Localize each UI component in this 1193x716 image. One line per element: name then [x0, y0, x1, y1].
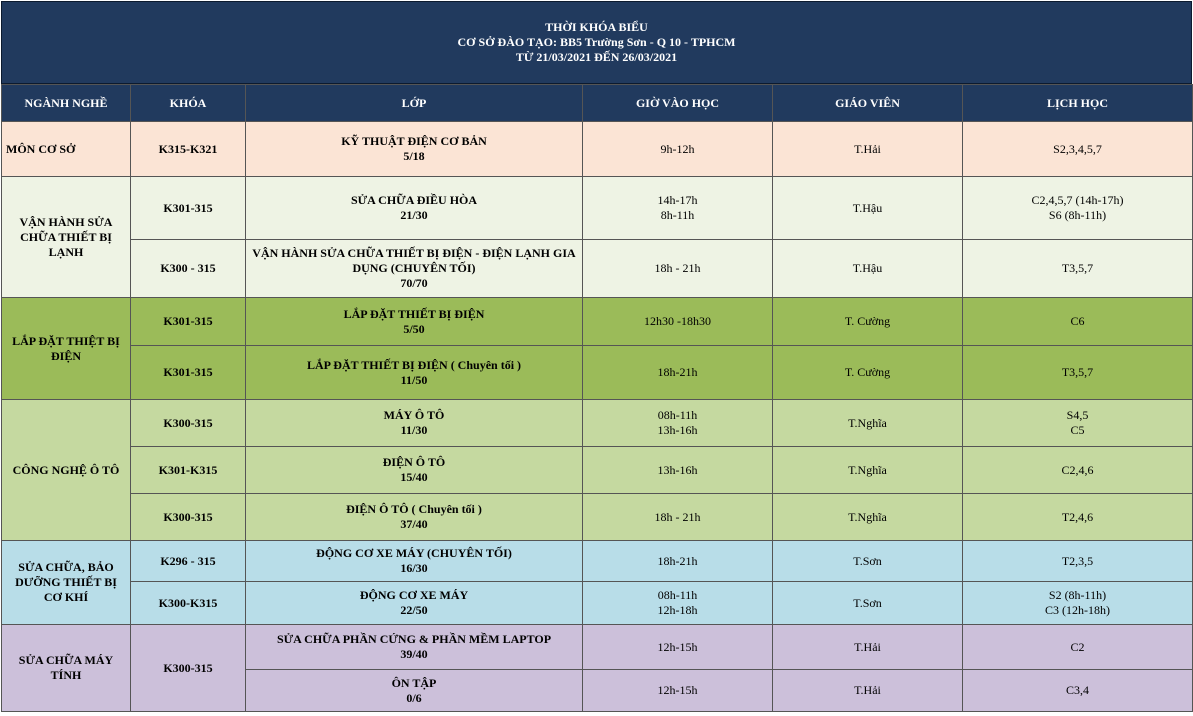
class-cell	[246, 670, 583, 712]
class-name: SỬA CHỮA ĐIỀU HÒA	[350, 193, 478, 207]
class-count: 0/6	[406, 690, 422, 705]
class-cell	[246, 240, 583, 298]
teacher-cell: T.Hậu	[773, 177, 963, 240]
class-cell	[246, 541, 583, 582]
class-name: LẮP ĐẶT THIẾT BỊ ĐIỆN	[343, 306, 485, 321]
title-campus: CƠ SỞ ĐÀO TẠO: BB5 Trường Sơn - Q 10 - TPHCM	[457, 35, 736, 49]
course-cell: K301-K315	[131, 447, 246, 494]
time-cell	[583, 177, 773, 240]
teacher-cell: T.Sơn	[773, 582, 963, 625]
course-cell: K301-315	[131, 346, 246, 400]
class-name: LẮP ĐẶT THIẾT BỊ ĐIỆN ( Chuyên tối )	[306, 357, 522, 372]
header-course: KHÓA	[131, 85, 246, 122]
schedule-line: S4,5	[1066, 408, 1089, 422]
schedule-line: S6 (8h-11h)	[1048, 208, 1107, 222]
class-count: 21/30	[400, 208, 428, 222]
class-name: ĐIỆN Ô TÔ ( Chuyên tối )	[346, 502, 482, 516]
schedule-cell: C2	[963, 625, 1193, 670]
schedule-cell	[963, 177, 1193, 240]
schedule-cell: T2,3,5	[963, 541, 1193, 582]
time-cell: 9h-12h	[583, 122, 773, 177]
time-line: 13h-16h	[657, 423, 698, 437]
class-cell	[246, 122, 583, 177]
class-count: 11/50	[400, 372, 428, 387]
course-cell: K300-315	[131, 625, 246, 712]
table-row	[2, 346, 1193, 400]
time-line: 12h-18h	[657, 603, 698, 617]
teacher-cell: T. Cường	[773, 346, 963, 400]
class-cell	[246, 346, 583, 400]
time-cell: 12h30 -18h30	[583, 298, 773, 346]
schedule-cell	[963, 400, 1193, 447]
course-cell: K300 - 315	[131, 240, 246, 298]
class-count: 22/50	[400, 603, 428, 617]
table-row	[2, 582, 1193, 625]
table-row	[2, 625, 1193, 670]
time-line: 14h-17h	[657, 193, 698, 207]
class-name: SỬA CHỮA PHẦN CỨNG & PHẦN MỀM LAPTOP	[276, 632, 552, 646]
header-row	[2, 85, 1193, 122]
class-cell	[246, 298, 583, 346]
time-cell: 18h-21h	[583, 346, 773, 400]
header-schedule: LỊCH HỌC	[963, 85, 1193, 122]
time-line: 8h-11h	[660, 208, 695, 222]
time-cell	[583, 582, 773, 625]
schedule-cell	[963, 582, 1193, 625]
header-class: LỚP	[246, 85, 583, 122]
class-count: 11/30	[400, 423, 428, 437]
time-line: 08h-11h	[657, 408, 698, 422]
table-row	[2, 400, 1193, 447]
time-cell	[583, 400, 773, 447]
header-teacher: GIÁO VIÊN	[773, 85, 963, 122]
class-name: DỤNG (CHUYÊN TỐI)	[352, 261, 476, 275]
course-cell: K300-315	[131, 494, 246, 541]
class-name: KỸ THUẬT ĐIỆN CƠ BẢN	[341, 134, 487, 148]
course-cell: K301-315	[131, 298, 246, 346]
table-row	[2, 122, 1193, 177]
time-cell: 12h-15h	[583, 625, 773, 670]
schedule-cell: T3,5,7	[963, 240, 1193, 298]
major-cell: SỬA CHỮA, BẢO DƯỠNG THIẾT BỊ CƠ KHÍ	[2, 541, 131, 625]
schedule-cell: C3,4	[963, 670, 1193, 712]
schedule-cell: S2,3,4,5,7	[963, 122, 1193, 177]
course-cell: K301-315	[131, 177, 246, 240]
class-name: ĐIỆN Ô TÔ	[382, 455, 446, 469]
class-cell	[246, 582, 583, 625]
class-name: MÁY Ô TÔ	[383, 408, 445, 422]
course-cell: K300-K315	[131, 582, 246, 625]
course-cell: K296 - 315	[131, 541, 246, 582]
schedule-line: S2 (8h-11h)	[1048, 588, 1107, 602]
title-main: THỜI KHÓA BIỂU	[545, 20, 648, 34]
teacher-cell: T.Nghĩa	[773, 400, 963, 447]
schedule-cell: C6	[963, 298, 1193, 346]
schedule-cell: T2,4,6	[963, 494, 1193, 541]
time-cell: 12h-15h	[583, 670, 773, 712]
teacher-cell: T.Sơn	[773, 541, 963, 582]
header-time: GIỜ VÀO HỌC	[583, 85, 773, 122]
time-cell: 18h - 21h	[583, 494, 773, 541]
teacher-cell: T.Nghĩa	[773, 494, 963, 541]
class-cell	[246, 400, 583, 447]
class-count: 16/30	[400, 561, 428, 575]
major-cell: MÔN CƠ SỞ	[2, 122, 131, 177]
class-count: 5/18	[403, 149, 425, 163]
class-count: 70/70	[400, 276, 428, 290]
time-cell: 13h-16h	[583, 447, 773, 494]
teacher-cell: T.Hải	[773, 670, 963, 712]
title-date-range: TỪ 21/03/2021 ĐẾN 26/03/2021	[515, 50, 678, 64]
timetable	[1, 84, 1193, 712]
course-cell: K300-315	[131, 400, 246, 447]
schedule-cell: T3,5,7	[963, 346, 1193, 400]
class-cell	[246, 494, 583, 541]
class-count: 37/40	[400, 517, 428, 531]
class-name: ÔN TẬP	[391, 675, 437, 690]
teacher-cell: T.Hải	[773, 122, 963, 177]
table-row	[2, 541, 1193, 582]
table-row	[2, 240, 1193, 298]
time-line: 08h-11h	[657, 588, 698, 602]
major-cell: LẮP ĐẶT THIỆT BỊ ĐIỆN	[2, 298, 131, 400]
major-cell: SỬA CHỮA MÁY TÍNH	[2, 625, 131, 712]
table-row	[2, 447, 1193, 494]
class-count: 5/50	[403, 321, 425, 336]
header-major: NGÀNH NGHỀ	[2, 85, 131, 122]
class-cell	[246, 625, 583, 670]
class-name: VẬN HÀNH SỬA CHỮA THIẾT BỊ ĐIỆN - ĐIỆN LẠNH GIA	[252, 246, 576, 260]
table-row	[2, 494, 1193, 541]
teacher-cell: T.Hải	[773, 625, 963, 670]
table-row	[2, 177, 1193, 240]
course-cell: K315-K321	[131, 122, 246, 177]
major-cell: VẬN HÀNH SỬA CHỮA THIẾT BỊ LẠNH	[2, 177, 131, 298]
major-cell: CÔNG NGHỆ Ô TÔ	[2, 400, 131, 541]
time-cell: 18h-21h	[583, 541, 773, 582]
class-name: ĐỘNG CƠ XE MÁY (CHUYÊN TỐI)	[316, 546, 512, 560]
class-name: ĐỘNG CƠ XE MÁY	[359, 588, 469, 602]
class-cell	[246, 447, 583, 494]
title-block	[1, 1, 1192, 84]
time-cell: 18h - 21h	[583, 240, 773, 298]
class-count: 15/40	[400, 470, 428, 484]
teacher-cell: T. Cường	[773, 298, 963, 346]
table-row	[2, 298, 1193, 346]
schedule-line: C5	[1070, 423, 1085, 437]
schedule-line: C2,4,5,7 (14h-17h)	[1031, 193, 1124, 207]
teacher-cell: T.Hậu	[773, 240, 963, 298]
class-cell	[246, 177, 583, 240]
schedule-cell: C2,4,6	[963, 447, 1193, 494]
schedule-line: C3 (12h-18h)	[1045, 603, 1110, 617]
teacher-cell: T.Nghĩa	[773, 447, 963, 494]
class-count: 39/40	[400, 647, 428, 661]
